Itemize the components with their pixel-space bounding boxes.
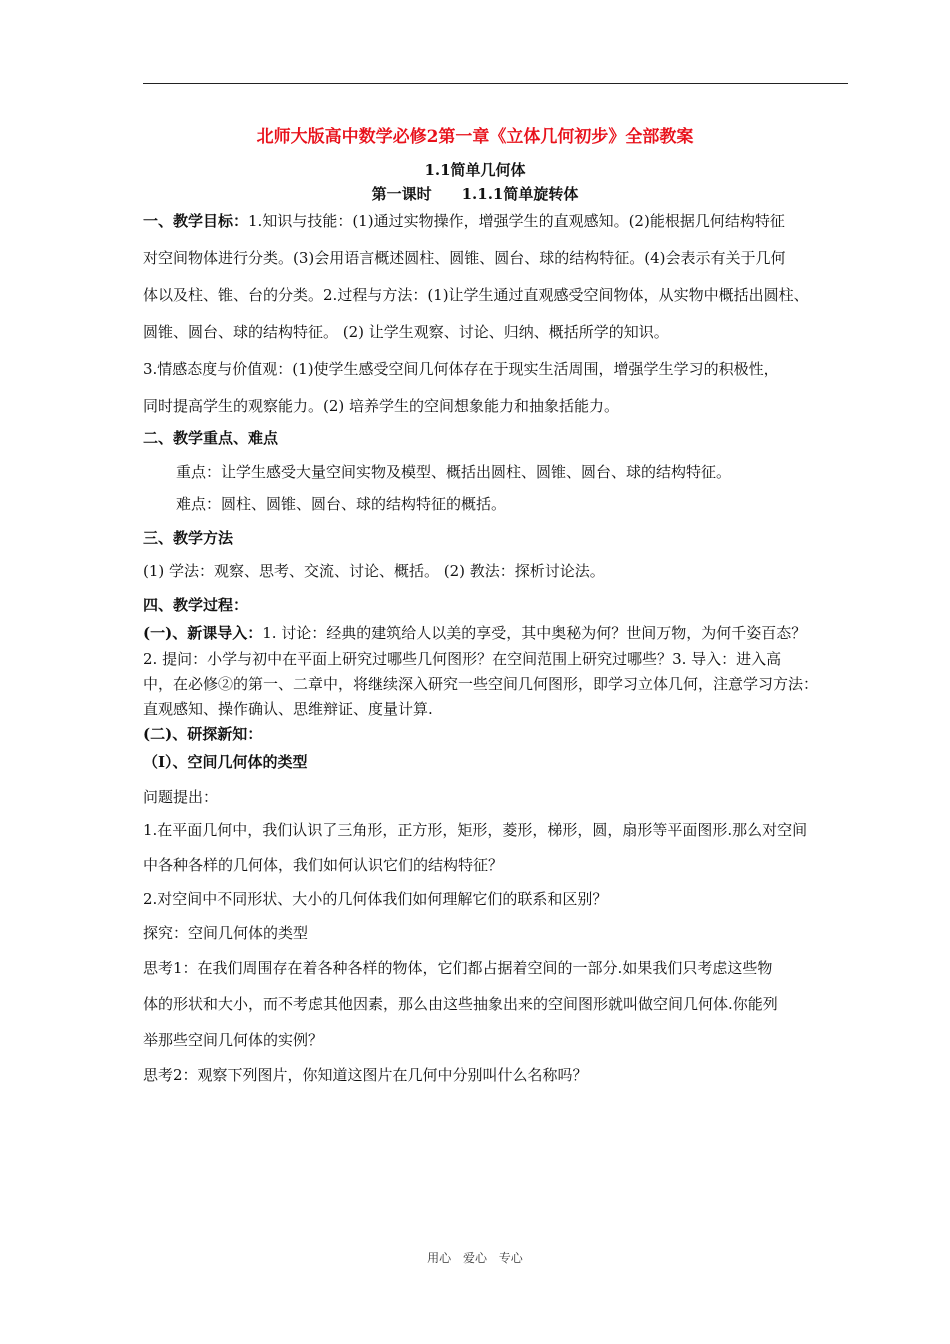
objectives-line-4: 圆锥、圆台、球的结构特征。 (2) 让学生观察、讨论、归纳、概括所学的知识。 bbox=[143, 323, 669, 341]
intro-line-2: 2. 提问：小学与初中在平面上研究过哪些几何图形？在空间范围上研究过哪些？3. 导入：进入高 bbox=[143, 650, 782, 668]
methods-heading: 三、教学方法 bbox=[143, 529, 234, 547]
focus-text: 重点：让学生感受大量空间实物及模型、概括出圆柱、圆锥、圆台、球的结构特征。 bbox=[176, 463, 732, 481]
process-heading: 四、教学过程： bbox=[143, 596, 249, 614]
intro-line-3: 中，在必修②的第一、二章中，将继续深入研究一些空间几何图形，即学习立体几何，注意学习方法： bbox=[143, 675, 819, 693]
page-footer: 用心 爱心 专心 bbox=[427, 1251, 523, 1265]
think-2: 思考2：观察下列图片，你知道这图片在几何中分别叫什么名称吗？ bbox=[143, 1066, 588, 1084]
think-1-line-2: 体的形状和大小，而不考虑其他因素，那么由这些抽象出来的空间图形就叫做空间几何体.你能列 bbox=[143, 995, 778, 1013]
think-1-line-1: 思考1：在我们周围存在着各种各样的物体，它们都占据着空间的一部分.如果我们只考虑这些物 bbox=[143, 959, 773, 977]
question-1-line-2: 中各种各样的几何体，我们如何认识它们的结构特征？ bbox=[143, 856, 504, 874]
objectives-line-1 bbox=[143, 211, 785, 231]
sub-heading: （Ⅰ）、空间几何体的类型 bbox=[143, 753, 308, 771]
methods-text: (1) 学法：观察、思考、交流、讨论、概括。 (2) 教法：探析讨论法。 bbox=[143, 562, 605, 580]
question-1-line-1: 1.在平面几何中，我们认识了三角形，正方形，矩形，菱形，梯形，圆，扇形等平面图形.那么对空间 bbox=[143, 821, 808, 839]
objectives-line-2: 对空间物体进行分类。(3)会用语言概述圆柱、圆锥、圆台、球的结构特征。(4)会表示有关于几何 bbox=[143, 249, 786, 267]
objectives-line-5: 3.情感态度与价值观：(1)使学生感受空间几何体存在于现实生活周围，增强学生学习的积极性， bbox=[143, 360, 779, 378]
think-1-line-3: 举那些空间几何体的实例？ bbox=[143, 1031, 324, 1049]
header-rule bbox=[143, 83, 848, 84]
key-points-heading: 二、教学重点、难点 bbox=[143, 429, 279, 447]
intro-line-1 bbox=[143, 623, 806, 643]
objectives-heading: 一、教学目标： bbox=[143, 212, 249, 230]
intro-heading: (一)、新课导入： bbox=[143, 624, 263, 642]
lesson-heading: 第一课时 1.1.1简单旋转体 bbox=[371, 185, 579, 203]
explore-label: 探究：空间几何体的类型 bbox=[143, 924, 309, 942]
objectives-line-3: 体以及柱、锥、台的分类。2.过程与方法：(1)让学生通过直观感受空间物体，从实物中概括出圆柱、 bbox=[143, 286, 809, 304]
intro-text: 1. 讨论：经典的建筑给人以美的享受，其中奥秘为何？世间万物，为何千姿百态？ bbox=[262, 624, 807, 642]
question-label: 问题提出： bbox=[143, 788, 219, 806]
objectives-line-6: 同时提高学生的观察能力。(2) 培养学生的空间想象能力和抽象括能力。 bbox=[143, 397, 620, 415]
section-heading: 1.1简单几何体 bbox=[424, 161, 526, 179]
intro-line-4: 直观感知、操作确认、思维辩证、度量计算. bbox=[143, 700, 433, 718]
document-title: 北师大版高中数学必修2第一章《立体几何初步》全部教案 bbox=[256, 127, 694, 147]
question-2: 2.对空间中不同形状、大小的几何体我们如何理解它们的联系和区别？ bbox=[143, 890, 608, 908]
difficulty-text: 难点：圆柱、圆锥、圆台、球的结构特征的概括。 bbox=[176, 495, 507, 513]
explore-heading: (二)、研探新知： bbox=[143, 725, 263, 743]
objectives-text: 1.知识与技能：(1)通过实物操作，增强学生的直观感知。(2)能根据几何结构特征 bbox=[248, 212, 785, 230]
